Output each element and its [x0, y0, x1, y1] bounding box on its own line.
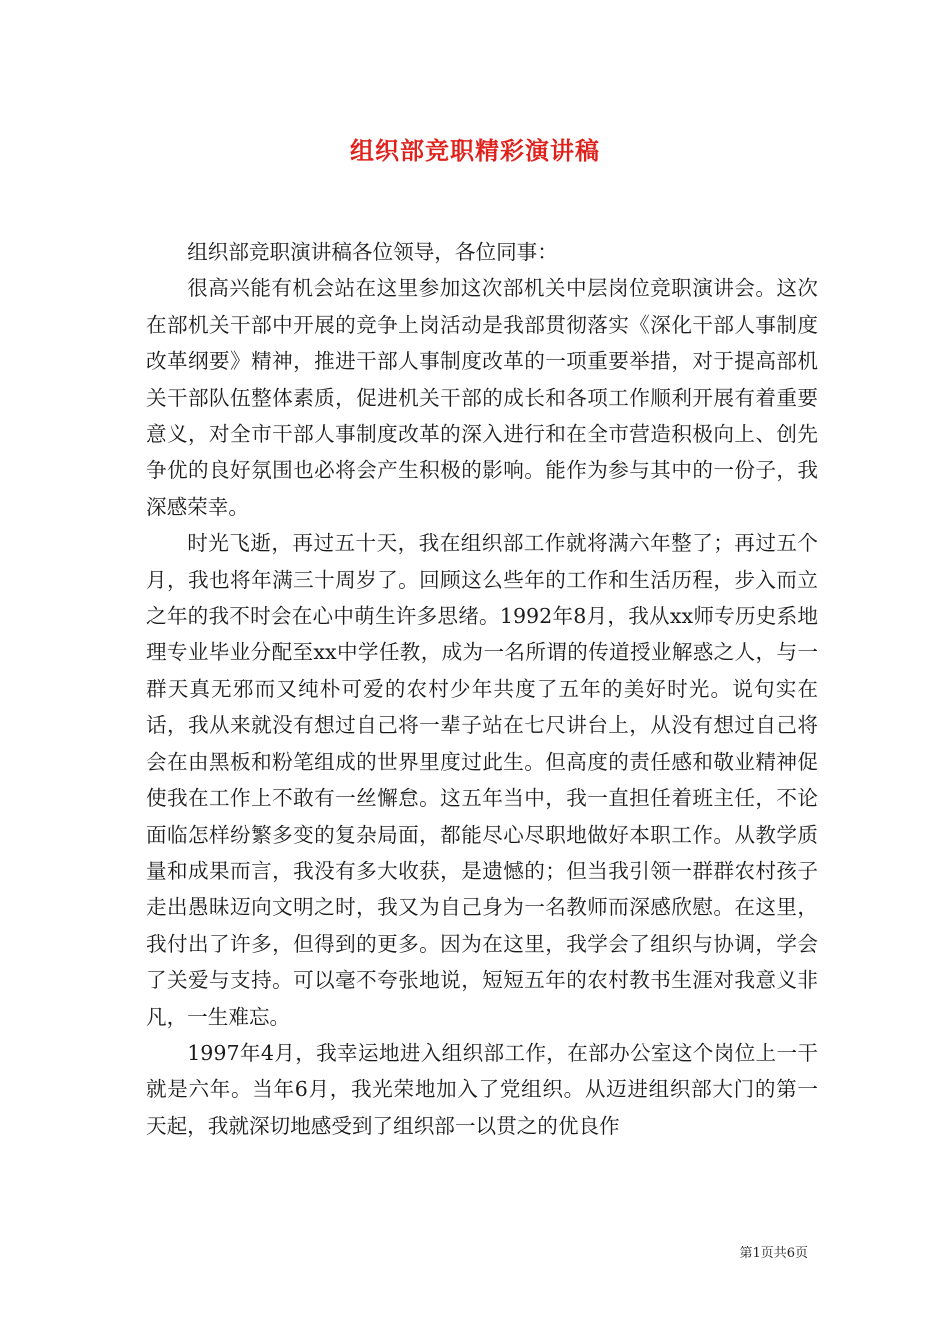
paragraph-2: 时光飞逝，再过五十天，我在组织部工作就将满六年整了；再过五个月，我也将年满三十周岁了。回顾这么些年的工作和生活历程，步入而立之年的我不时会在心中萌生许多思绪。1992年8月，我从xx师专历史系地理专业毕业分配至xx中学任教，成为一名所谓的传道授业解惑之人，与一群天真无邪而又纯朴可爱的农村少年共度了五年的美好时光。说句实在话，我从来就没有想过自己将一辈子站在七尺讲台上，从没有想过自己将会在由黑板和粉笔组成的世界里度过此生。但高度的责任感和敬业精神促使我在工作上不敢有一丝懈怠。这五年当中，我一直担任着班主任，不论面临怎样纷繁多变的复杂局面，都能尽心尽职地做好本职工作。从教学质量和成果而言，我没有多大收获，是遗憾的；但当我引领一群群农村孩子走出愚昧迈向文明之时，我又为自己身为一名教师而深感欣慰。在这里，我付出了许多，但得到的更多。因为在这里，我学会了组织与协调，学会了关爱与支持。可以毫不夸张地说，短短五年的农村教书生涯对我意义非凡，一生难忘。 — [146, 531, 818, 1029]
document-body — [146, 234, 818, 1144]
document-title: 组织部竞职精彩演讲稿 — [350, 136, 600, 165]
paragraph-1: 很高兴能有机会站在这里参加这次部机关中层岗位竞职演讲会。这次在部机关干部中开展的竞争上岗活动是我部贯彻落实《深化干部人事制度改革纲要》精神，推进干部人事制度改革的一项重要举措，对于提高部机关干部队伍整体素质，促进机关干部的成长和各项工作顺利开展有着重要意义，对全市干部人事制度改革的深入进行和在全市营造积极向上、创先争优的良好氛围也必将会产生积极的影响。能作为参与其中的一份子，我深感荣幸。 — [146, 276, 818, 519]
paragraph-salutation: 组织部竞职演讲稿各位领导，各位同事： — [187, 240, 558, 264]
page-number-footer: 第1页共6页 — [739, 1246, 808, 1261]
paragraph-3: 1997年4月，我幸运地进入组织部工作，在部办公室这个岗位上一干就是六年。当年6月，我光荣地加入了党组织。从迈进组织部大门的第一天起，我就深切地感受到了组织部一以贯之的优良作 — [146, 1040, 818, 1138]
